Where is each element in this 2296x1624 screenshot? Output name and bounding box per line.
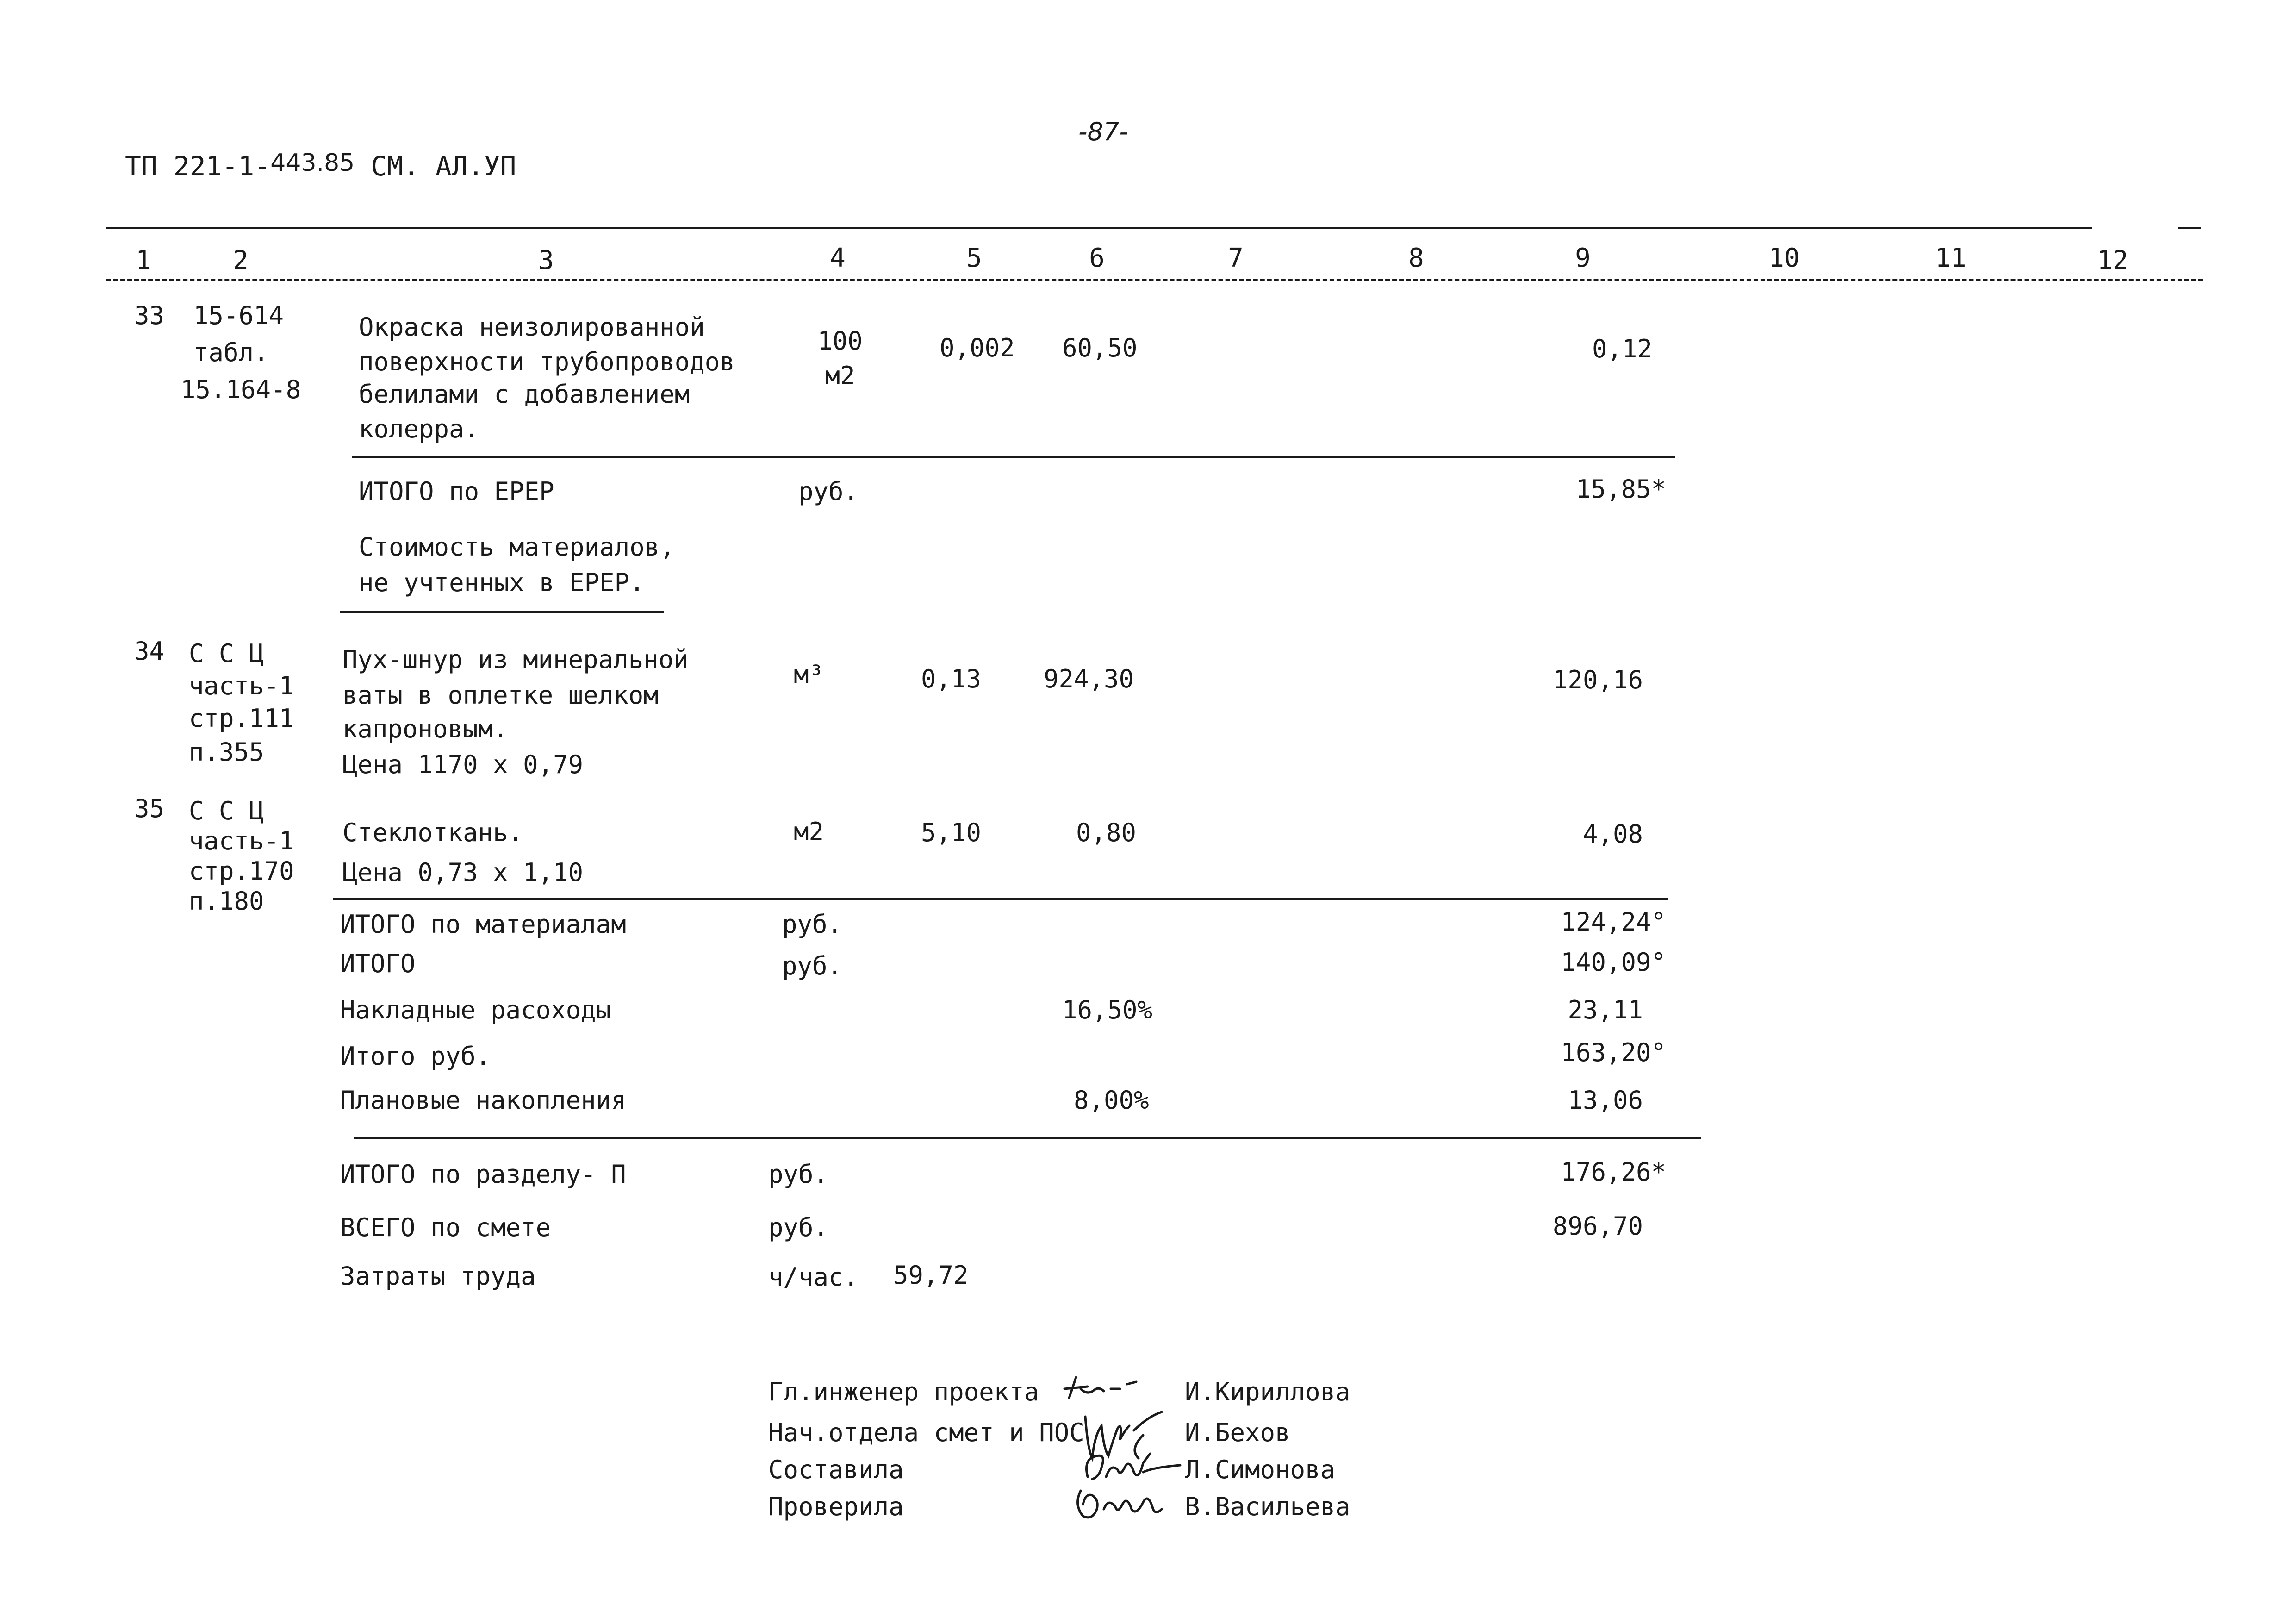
row33-rule bbox=[352, 456, 1675, 458]
col-9: 9 bbox=[1575, 243, 1591, 273]
col-5: 5 bbox=[966, 243, 982, 273]
header-rule-top-tail bbox=[2178, 227, 2201, 229]
col-11: 11 bbox=[1935, 243, 1966, 273]
row33-desc-4: колерра. bbox=[359, 414, 479, 443]
itogo-erer-unit: руб. bbox=[798, 477, 859, 506]
row35-total: 4,08 bbox=[1582, 819, 1643, 849]
page-number: -87- bbox=[1078, 117, 1128, 146]
grand-total-unit: руб. bbox=[768, 1213, 829, 1242]
row34-code-4: п.355 bbox=[189, 737, 264, 767]
doc-ref-handwritten: 443.85 bbox=[270, 149, 355, 177]
sign-role-3: Составила bbox=[768, 1455, 904, 1484]
row34-desc-2: ваты в оплетке шелком bbox=[342, 681, 659, 710]
labor-unit: ч/час. bbox=[768, 1262, 859, 1292]
row34-code-1: С С Ц bbox=[189, 639, 264, 668]
col-7: 7 bbox=[1228, 243, 1244, 273]
planned-rate: 8,00% bbox=[1074, 1086, 1149, 1115]
row34-desc-1: Пух-шнур из минеральной bbox=[342, 645, 689, 674]
section-total-value: 176,26* bbox=[1561, 1157, 1666, 1187]
overhead-rate: 16,50% bbox=[1062, 995, 1153, 1024]
sign-role-1: Гл.инженер проекта bbox=[768, 1377, 1039, 1406]
itogo-rub-value: 163,20° bbox=[1561, 1038, 1666, 1067]
section-total-label: ИТОГО по разделу- П bbox=[340, 1160, 626, 1189]
col-8: 8 bbox=[1408, 243, 1424, 273]
labor-label: Затраты труда bbox=[340, 1262, 536, 1291]
row35-num: 35 bbox=[134, 794, 165, 823]
row33-desc-3: белилами с добавлением bbox=[359, 380, 690, 409]
overhead-label: Накладные расоходы bbox=[340, 995, 611, 1024]
col-10: 10 bbox=[1768, 243, 1800, 273]
row33-total: 0,12 bbox=[1592, 334, 1652, 363]
row35-code-3: стр.170 bbox=[189, 856, 294, 886]
row33-desc-1: Окраска неизолированной bbox=[359, 312, 705, 342]
row33-code-3: 15.164-8 bbox=[180, 375, 301, 404]
itogo-value: 140,09° bbox=[1561, 948, 1666, 977]
row33-code-1: 15-614 bbox=[193, 301, 284, 330]
row33-unit-2: м2 bbox=[825, 361, 855, 390]
planned-label: Плановые накопления bbox=[340, 1086, 626, 1115]
signature-4-mark bbox=[1069, 1481, 1171, 1523]
doc-ref-prefix: ТП 221-1- bbox=[125, 150, 271, 182]
sign-name-2: И.Бехов bbox=[1185, 1418, 1290, 1447]
row33-code-2: табл. bbox=[193, 338, 269, 367]
row33-desc-2: поверхности трубопроводов bbox=[359, 347, 735, 376]
doc-ref-suffix: СМ. АЛ.УП bbox=[371, 150, 516, 182]
materials-total-unit: руб. bbox=[782, 910, 843, 939]
row35-price: 0,80 bbox=[1076, 818, 1137, 847]
header-rule-bottom bbox=[106, 279, 2203, 281]
sign-role-2: Нач.отдела смет и ПОС bbox=[768, 1418, 1084, 1447]
row33-price: 60,50 bbox=[1062, 333, 1138, 362]
row35-code-1: С С Ц bbox=[189, 796, 264, 825]
col-2: 2 bbox=[233, 245, 249, 275]
col-12: 12 bbox=[2097, 245, 2128, 275]
row33-num: 33 bbox=[134, 301, 165, 330]
sign-role-4: Проверила bbox=[768, 1492, 904, 1521]
row35-code-2: часть-1 bbox=[189, 826, 294, 856]
grand-total-label: ВСЕГО по смете bbox=[340, 1213, 551, 1242]
row35-qty: 5,10 bbox=[921, 818, 982, 847]
header-rule-top bbox=[106, 227, 2092, 229]
doc-reference bbox=[125, 149, 516, 182]
materials-note-2: не учтенных в ЕРЕР. bbox=[359, 568, 645, 597]
materials-note-rule bbox=[340, 611, 664, 613]
overhead-value: 23,11 bbox=[1568, 995, 1643, 1024]
row34-desc-4: Цена 1170 х 0,79 bbox=[342, 750, 584, 779]
materials-total-value: 124,24° bbox=[1561, 907, 1666, 937]
row34-unit: м³ bbox=[794, 660, 824, 689]
col-4: 4 bbox=[830, 243, 846, 273]
grand-total-value: 896,70 bbox=[1552, 1212, 1643, 1241]
section-total-unit: руб. bbox=[768, 1160, 829, 1189]
row34-desc-3: капроновым. bbox=[342, 714, 508, 743]
row34-total: 120,16 bbox=[1552, 665, 1643, 694]
col-3: 3 bbox=[538, 245, 554, 275]
row33-qty: 0,002 bbox=[940, 333, 1015, 362]
planned-rule bbox=[354, 1137, 1701, 1139]
row34-num: 34 bbox=[134, 637, 165, 666]
row34-price: 924,30 bbox=[1044, 664, 1134, 693]
row34-code-3: стр.111 bbox=[189, 704, 294, 733]
row35-desc-2: Цена 0,73 х 1,10 bbox=[342, 858, 584, 887]
itogo-rub-label: Итого руб. bbox=[340, 1042, 491, 1071]
row33-unit-1: 100 bbox=[817, 326, 863, 356]
itogo-label: ИТОГО bbox=[340, 949, 416, 978]
signature-1-mark bbox=[1060, 1370, 1143, 1407]
materials-total-label: ИТОГО по материалам bbox=[340, 910, 626, 939]
sign-name-1: И.Кириллова bbox=[1185, 1377, 1350, 1406]
col-1: 1 bbox=[136, 245, 151, 275]
itogo-unit: руб. bbox=[782, 951, 843, 981]
row35-rule bbox=[333, 898, 1668, 900]
itogo-erer-label: ИТОГО по ЕРЕР bbox=[359, 477, 554, 506]
row34-code-2: часть-1 bbox=[189, 671, 294, 700]
row34-qty: 0,13 bbox=[921, 664, 982, 693]
planned-value: 13,06 bbox=[1568, 1086, 1643, 1115]
sign-name-3: Л.Симонова bbox=[1185, 1455, 1336, 1484]
col-6: 6 bbox=[1089, 243, 1105, 273]
itogo-erer-total: 15,85* bbox=[1575, 475, 1666, 504]
row35-unit: м2 bbox=[794, 817, 824, 846]
sign-name-4: В.Васильева bbox=[1185, 1492, 1350, 1521]
row35-code-4: п.180 bbox=[189, 887, 264, 916]
row35-desc-1: Стеклоткань. bbox=[342, 818, 523, 847]
materials-note-1: Стоимость материалов, bbox=[359, 532, 675, 562]
labor-value: 59,72 bbox=[893, 1261, 969, 1290]
